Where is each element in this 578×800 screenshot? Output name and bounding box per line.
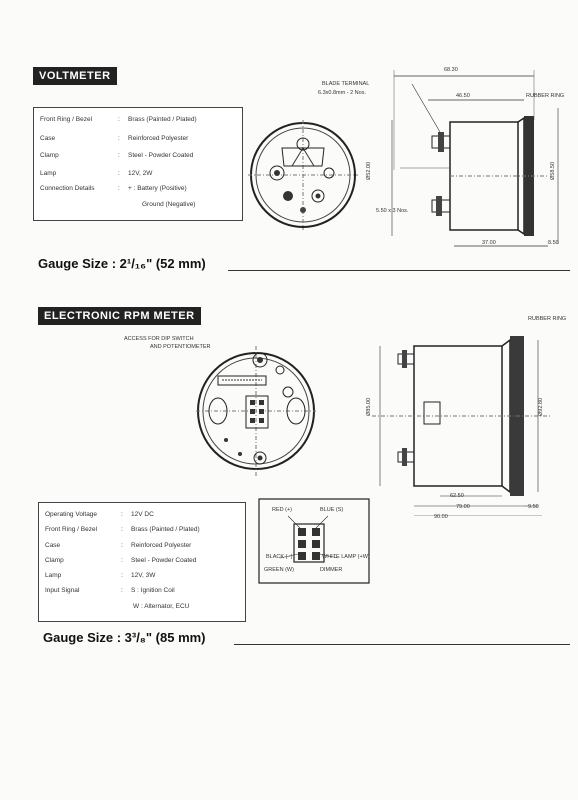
conn-blue: BLUE (S) (320, 507, 344, 513)
dim-rpm-d4: 90.00 (434, 514, 448, 520)
dim-depth: 37.00 (482, 240, 496, 246)
conn-white: WHITE LAMP (+W) (322, 554, 370, 560)
dim-rpm-dia-right: Ø92.80 (538, 397, 545, 417)
voltmeter-gauge-size: Gauge Size : 2¹/₁₆" (52 mm) (38, 256, 206, 271)
dim-rpm-rubber-ring: RUBBER RING (528, 316, 567, 322)
dim-blade-terminal: BLADE TERMINAL (322, 81, 370, 87)
rpm-spec-table: Operating Voltage : 12V DC Front Ring / Bezel : Brass (Painted / Plated) Case : Reinforced Polyester Clamp : Steel - Powder Coated Lamp : 12V, 3W Input Signal : S : Ignition Coil W : Alternator, ECU (38, 502, 246, 622)
rpm-title: ELECTRONIC RPM METER (38, 307, 201, 325)
rpm-underline (234, 644, 570, 645)
dim-body: 46.50 (456, 93, 470, 99)
dim-overall: 68.30 (444, 67, 458, 73)
dim-access2: AND POTENTIOMETER (150, 344, 211, 350)
dim-dia-left: Ø52.00 (366, 161, 373, 181)
dim-access: ACCESS FOR DIP SWITCH (124, 336, 194, 342)
voltmeter-spec-table: Front Ring / Bezel : Brass (Painted / Plated) Case : Reinforced Polyester Clamp : Steel - Powder Coated Lamp : 12V, 2W Connection Details : + : Battery (Positive) Ground (Negative) (33, 107, 243, 221)
voltmeter-rear-view (244, 118, 362, 236)
conn-red: RED (+) (272, 507, 293, 513)
dim-rpm-d2: 79.00 (456, 504, 470, 510)
dim-rpm-dia-left: Ø85.00 (366, 397, 373, 417)
conn-green: GREEN (W) (264, 567, 294, 573)
voltmeter-title: VOLTMETER (33, 67, 117, 85)
voltmeter-side-view (362, 60, 577, 255)
conn-black: BLACK (−) (266, 554, 293, 560)
voltmeter-underline (228, 270, 570, 271)
conn-dimmer: DIMMER (320, 567, 343, 573)
rpm-gauge-size: Gauge Size : 3³/₈" (85 mm) (43, 630, 206, 645)
dim-rpm-d3: 9.50 (528, 504, 539, 510)
dim-rubber-ring: RUBBER RING (526, 93, 565, 99)
dim-thread: 5.50 x 3 Nos. (376, 208, 409, 214)
dim-blade-spec: 6.3x0.8mm - 2 Nos. (318, 90, 366, 96)
dim-bezel: 8.50 (548, 240, 559, 246)
rpm-rear-view (196, 336, 322, 486)
dim-rpm-d1: 62.50 (450, 493, 464, 499)
dim-dia-right: Ø58.50 (550, 161, 557, 181)
